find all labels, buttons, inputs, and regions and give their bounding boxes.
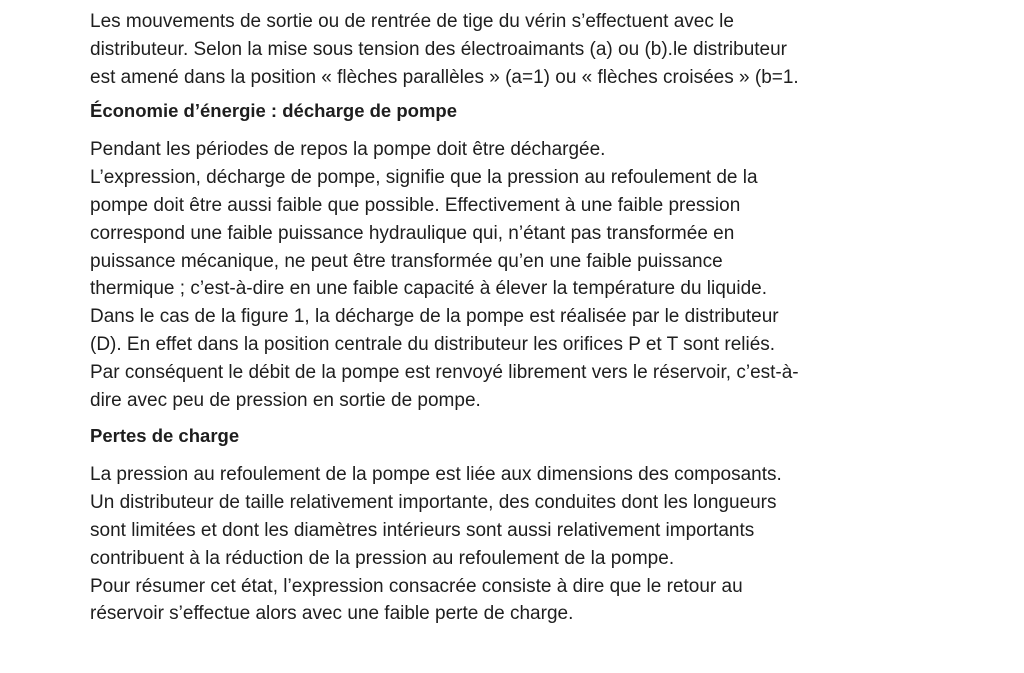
text-line: distributeur. Selon la mise sous tension des électroaimants (a) ou (b).le distributeur bbox=[90, 38, 788, 60]
text-line: contribuent à la réduction de la pression au refoulement de la pompe. bbox=[90, 547, 675, 569]
text-line: Dans le cas de la figure 1, la décharge de la pompe est réalisée par le distributeur bbox=[90, 306, 779, 328]
section-heading-pressure-loss: Pertes de charge bbox=[90, 425, 240, 447]
text-line: Pendant les périodes de repos la pompe doit être déchargée. bbox=[90, 139, 606, 161]
pressure-loss-paragraph bbox=[90, 461, 910, 628]
text-line: sont limitées et dont les diamètres intérieurs sont aussi relativement importants bbox=[90, 519, 755, 541]
text-line: L’expression, décharge de pompe, signifie que la pression au refoulement de la bbox=[90, 167, 758, 189]
text-line: correspond une faible puissance hydraulique qui, n’étant pas transformée en bbox=[90, 222, 735, 244]
text-line: (D). En effet dans la position centrale du distributeur les orifices P et T sont reliés. bbox=[90, 333, 776, 355]
text-line: La pression au refoulement de la pompe est liée aux dimensions des composants. bbox=[90, 464, 782, 486]
text-line: Pour résumer cet état, l’expression consacrée consiste à dire que le retour au bbox=[90, 575, 743, 597]
text-line: Les mouvements de sortie ou de rentrée de tige du vérin s’effectuent avec le bbox=[90, 11, 734, 32]
text-line: réservoir s’effectue alors avec une faible perte de charge. bbox=[90, 603, 574, 625]
section-heading-energy: Économie d’énergie : décharge de pompe bbox=[90, 100, 458, 122]
text-line: Un distributeur de taille relativement importante, des conduites dont les longueurs bbox=[90, 492, 777, 514]
text-line: dire avec peu de pression en sortie de pompe. bbox=[90, 389, 481, 411]
intro-paragraph bbox=[90, 8, 910, 91]
text-line: puissance mécanique, ne peut être transformée qu’en une faible puissance bbox=[90, 250, 723, 272]
text-line: pompe doit être aussi faible que possible. Effectivement à une faible pression bbox=[90, 194, 741, 216]
text-line: est amené dans la position « flèches parallèles » (a=1) ou « flèches croisées » (b=1. bbox=[90, 66, 799, 88]
document-page bbox=[90, 8, 910, 628]
text-line: Par conséquent le débit de la pompe est renvoyé librement vers le réservoir, c’est-à- bbox=[90, 361, 799, 383]
text-line: thermique ; c’est-à-dire en une faible capacité à élever la température du liquide. bbox=[90, 278, 767, 300]
energy-paragraph bbox=[90, 136, 910, 414]
